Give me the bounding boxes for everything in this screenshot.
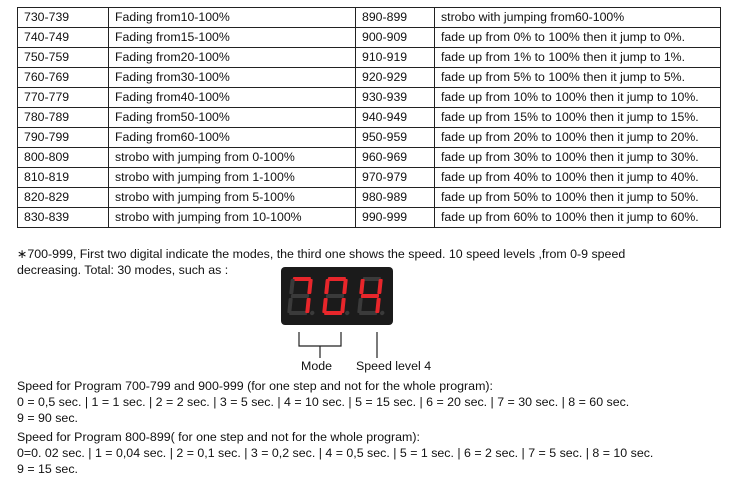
speed-values-line: 0=0. 02 sec. | 1 = 0,04 sec. | 2 = 0,1 sec. | 3 = 0,2 sec. | 4 = 0,5 sec. | 5 = 1 sec. | 6 = 2 sec. | 7 = 5 sec. | 8 = 10 sec. (17, 446, 654, 460)
led-digits (281, 267, 393, 325)
description-cell: Fading from20-100% (109, 48, 356, 68)
table-row (18, 148, 721, 168)
led-segment (324, 279, 330, 294)
led-digit (322, 277, 353, 315)
description-cell: fade up from 40% to 100% then it jump to 40%. (435, 168, 721, 188)
range-cell: 920-929 (356, 68, 435, 88)
description-cell: Fading from30-100% (109, 68, 356, 88)
range-cell: 900-909 (356, 28, 435, 48)
led-segment (326, 294, 344, 298)
description-cell: strobo with jumping from 1-100% (109, 168, 356, 188)
led-segment (322, 298, 328, 313)
led-segment (293, 277, 311, 281)
range-cell: 750-759 (18, 48, 109, 68)
led-segment (363, 277, 381, 281)
description-cell: fade up from 60% to 100% then it jump to 60%. (435, 208, 721, 228)
led-segment (328, 277, 346, 281)
mode-table-body (18, 8, 721, 228)
speed-values-line: 9 = 90 sec. (17, 411, 78, 425)
led-segment (289, 311, 307, 315)
led-segment (340, 298, 346, 313)
led-segment (289, 279, 295, 294)
mode-label: Mode (301, 359, 332, 373)
speed-values-line: 0 = 0,5 sec. | 1 = 1 sec. | 2 = 2 sec. | 3 = 5 sec. | 4 = 10 sec. | 5 = 15 sec. | 6 = 20 sec. | 7 = 30 sec. | 8 = 60 sec. (17, 395, 630, 409)
led-segment (359, 311, 377, 315)
range-cell: 960-969 (356, 148, 435, 168)
description-cell: fade up from 15% to 100% then it jump to 15%. (435, 108, 721, 128)
range-cell: 910-919 (356, 48, 435, 68)
led-decimal-point (380, 311, 385, 315)
range-cell: 730-739 (18, 8, 109, 28)
description-cell: Fading from10-100% (109, 8, 356, 28)
table-row (18, 68, 721, 88)
led-segment (377, 279, 383, 294)
mode-note-line-2: decreasing. Total: 30 modes, such as : (17, 263, 229, 277)
led-digit (357, 277, 388, 315)
led-decimal-point (345, 311, 350, 315)
led-decimal-point (310, 311, 315, 315)
speed-heading: Speed for Program 700-799 and 900-999 (for one step and not for the whole program): (17, 379, 493, 393)
led-segment (359, 279, 365, 294)
description-cell: fade up from 50% to 100% then it jump to 50%. (435, 188, 721, 208)
mode-note-line-1: ∗700-999, First two digital indicate the modes, the third one shows the speed. 10 speed levels ,from 0-9 speed (17, 247, 626, 261)
led-segment (324, 311, 342, 315)
led-display (281, 267, 393, 325)
range-cell: 810-819 (18, 168, 109, 188)
range-cell: 980-989 (356, 188, 435, 208)
description-cell: fade up from 10% to 100% then it jump to 10%. (435, 88, 721, 108)
led-segment (287, 298, 293, 313)
table-row (18, 88, 721, 108)
table-row (18, 48, 721, 68)
range-cell: 890-899 (356, 8, 435, 28)
table-row (18, 28, 721, 48)
description-cell: Fading from50-100% (109, 108, 356, 128)
description-cell: strobo with jumping from60-100% (435, 8, 721, 28)
led-segment (361, 294, 379, 298)
led-segment (307, 279, 313, 294)
speed-section-700 (17, 378, 732, 426)
table-row (18, 128, 721, 148)
mode-table (17, 7, 721, 228)
range-cell: 930-939 (356, 88, 435, 108)
led-segment (357, 298, 363, 313)
range-cell: 780-789 (18, 108, 109, 128)
speed-section-800 (17, 429, 732, 477)
table-row (18, 188, 721, 208)
description-cell: fade up from 20% to 100% then it jump to 20%. (435, 128, 721, 148)
led-segment (291, 294, 309, 298)
range-cell: 770-779 (18, 88, 109, 108)
range-cell: 970-979 (356, 168, 435, 188)
led-segment (342, 279, 348, 294)
led-digit (287, 277, 318, 315)
speed-values-line: 9 = 15 sec. (17, 462, 78, 476)
range-cell: 740-749 (18, 28, 109, 48)
description-cell: fade up from 5% to 100% then it jump to 5%. (435, 68, 721, 88)
description-cell: Fading from60-100% (109, 128, 356, 148)
range-cell: 790-799 (18, 128, 109, 148)
description-cell: strobo with jumping from 0-100% (109, 148, 356, 168)
description-cell: fade up from 1% to 100% then it jump to 1%. (435, 48, 721, 68)
description-cell: Fading from40-100% (109, 88, 356, 108)
speed-heading: Speed for Program 800-899( for one step and not for the whole program): (17, 430, 420, 444)
range-cell: 990-999 (356, 208, 435, 228)
range-cell: 950-959 (356, 128, 435, 148)
speed-level-label: Speed level 4 (356, 359, 432, 373)
description-cell: strobo with jumping from 10-100% (109, 208, 356, 228)
description-cell: fade up from 0% to 100% then it jump to 0%. (435, 28, 721, 48)
range-cell: 800-809 (18, 148, 109, 168)
description-cell: strobo with jumping from 5-100% (109, 188, 356, 208)
led-segment (305, 298, 311, 313)
led-segment (375, 298, 381, 313)
table-row (18, 108, 721, 128)
range-cell: 830-839 (18, 208, 109, 228)
range-cell: 820-829 (18, 188, 109, 208)
table-row (18, 168, 721, 188)
description-cell: Fading from15-100% (109, 28, 356, 48)
description-cell: fade up from 30% to 100% then it jump to 30%. (435, 148, 721, 168)
range-cell: 940-949 (356, 108, 435, 128)
display-callout-lines (297, 330, 387, 360)
range-cell: 760-769 (18, 68, 109, 88)
table-row (18, 208, 721, 228)
table-row (18, 8, 721, 28)
